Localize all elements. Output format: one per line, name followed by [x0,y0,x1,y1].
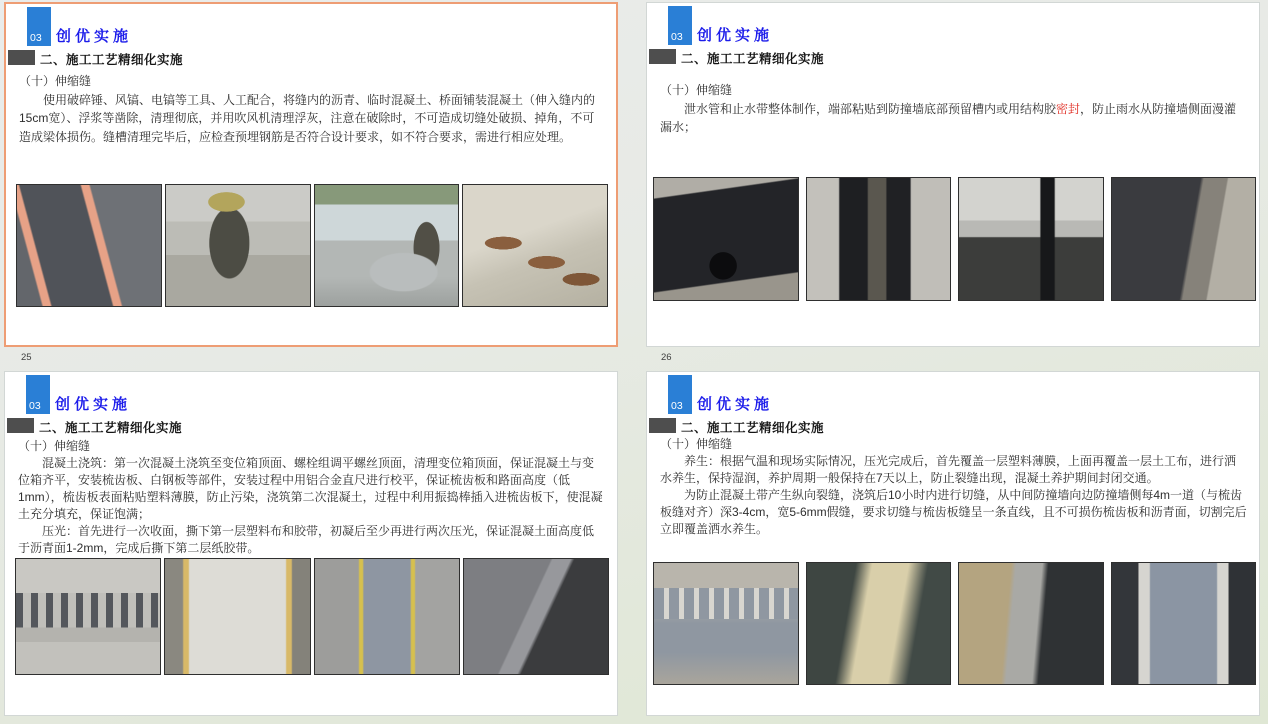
chapter-number: 03 [30,32,42,44]
section-title: 二、施工工艺精细化实施 [39,421,183,435]
subsection-title: （十）伸缩缝 [19,74,92,88]
chapter-title: 创优实施 [697,396,774,413]
slide-number-25: 25 [21,352,32,363]
photo-strip [15,558,609,675]
photo-plastic-film-cover [164,558,310,675]
body-paragraphs: 混凝土浇筑：第一次混凝土浇筑至变位箱顶面、螺栓组调平螺丝顶面，清理变位箱顶面，保证混凝土与变位箱齐平，安装梳齿板、白钢板等部件，安装过程中用铝合金直尺进行校平，保证梳齿板和路面高度（低1mm），梳齿板表面粘贴塑料薄膜，防止污染，浇筑第二次混凝土，过程中利用振捣棒插入进梳齿板下，使混凝土充分填充，保证饱满； 压光：首先进行一次收面，撕下第一层塑料布和胶带，初凝后至少再进行两次压光，保证混凝土面高度低于沥青面1-2mm，完成后撕下第二层纸胶带。 [18,456,603,555]
section-title: 二、施工工艺精细化实施 [681,421,825,435]
photo-wall-groove-install [958,177,1104,301]
photo-comb-plate-closeup [653,562,799,685]
photo-geotextile-curing [806,562,952,685]
slide-thumbnail-27[interactable] [4,371,618,716]
slide-number-26: 26 [661,352,672,363]
slide-body [660,81,1247,137]
body-paragraphs: 使用破碎锤、风镐、电镐等工具、人工配合，将缝内的沥青、临时混凝土、桥面铺装混凝土（伸入缝内的15cm宽）、浮浆等凿除，清理彻底，并用吹风机清理浮灰，注意在破除时，不可造成切缝处破损、掉角，不可造成梁体损伤。缝槽清理完毕后，应检查预埋钢筋是否符合设计要求，如不符合要求，需进行相应处理。 [19,92,596,144]
photo-geotextile-rolls [958,562,1104,685]
section-title: 二、施工工艺精细化实施 [681,52,825,66]
photo-exposed-rebar [462,184,608,307]
photo-strip [16,184,608,307]
section-marker [649,418,676,433]
chapter-number: 03 [671,400,683,412]
photo-waterstop-end [806,177,952,301]
chapter-number-badge [26,375,50,414]
photo-strip [653,562,1256,685]
body-paragraphs: 泄水管和止水带整体制作，端部粘贴到防撞墙底部预留槽内或用结构胶密封，防止雨水从防撞墙侧面漫灌漏水； [660,101,1237,134]
subsection-title: （十）伸缩缝 [18,439,91,453]
slide-thumbnail-26[interactable] [646,2,1260,347]
photo-dust-cleaning [314,184,460,307]
section-marker [8,50,35,65]
chapter-number: 03 [671,31,683,43]
slide-body [660,436,1247,538]
slide-body [18,438,605,557]
chapter-title: 创优实施 [55,396,132,413]
chapter-number-badge [668,6,692,45]
slide-body [19,72,604,146]
photo-finished-joint [1111,562,1257,685]
section-marker [7,418,34,433]
photo-comb-plate-leveling [15,558,161,675]
subsection-title: （十）伸缩缝 [660,83,733,97]
chapter-title: 创优实施 [697,27,774,44]
section-title: 二、施工工艺精细化实施 [40,53,184,67]
chapter-number-badge [668,375,692,414]
section-marker [649,49,676,64]
photo-sealed-joint-detail [1111,177,1257,301]
photo-strip [653,177,1256,301]
photo-joint-slot-asphalt [16,184,162,307]
slide-thumbnail-25[interactable] [4,2,618,347]
body-paragraphs: 养生：根据气温和现场实际情况，压光完成后，首先覆盖一层塑料薄膜，上面再覆盖一层土工布，进行洒水养生，保持湿润，养护周期一般保持在7天以上，防止裂缝出现，混凝土养护期间封闭交通。 为防止混凝土带产生纵向裂缝，浇筑后10小时内进行切缝，从中间防撞墙向边防撞墙侧每4m一道（与梳齿板缝对齐）深3-4cm，宽5-6mm假缝，要求切缝与梳齿板缝呈一条直线，且不可损伤梳齿板和沥青面，切割完后立即覆盖洒水养生。 [660,454,1247,536]
photo-jackhammer-worker [165,184,311,307]
chapter-number: 03 [29,400,41,412]
chapter-title: 创优实施 [56,28,133,45]
chapter-number-badge [27,7,51,46]
slide-thumbnail-28[interactable] [646,371,1260,716]
photo-rubber-drain-unit [653,177,799,301]
photo-troweled-surface [463,558,609,675]
photo-joint-yellow-lines [314,558,460,675]
subsection-title: （十）伸缩缝 [660,437,733,451]
